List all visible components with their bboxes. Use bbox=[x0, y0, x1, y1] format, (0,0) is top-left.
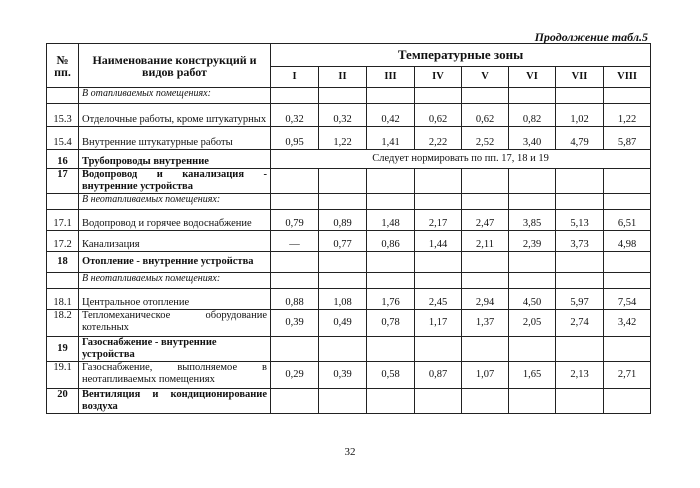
row-number: 16 bbox=[47, 150, 79, 169]
value-cell: 4,98 bbox=[604, 231, 651, 252]
row-name: Водопровод и канализация - внутренние устройства bbox=[79, 169, 271, 194]
zone-header: II bbox=[319, 67, 367, 88]
value-cell: 2,71 bbox=[604, 362, 651, 389]
zone-header: VII bbox=[556, 67, 604, 88]
row-name: Отопление - внутренние устройства bbox=[79, 252, 271, 273]
value-cell: 1,41 bbox=[367, 127, 415, 150]
table-row bbox=[47, 104, 651, 127]
value-cell: 2,47 bbox=[462, 210, 509, 231]
value-cell: 0,42 bbox=[367, 104, 415, 127]
row-name: Тепломеханическое оборудование котельных bbox=[79, 310, 271, 337]
value-cell: 0,39 bbox=[271, 310, 319, 337]
value-cell: — bbox=[271, 231, 319, 252]
value-cell: 3,42 bbox=[604, 310, 651, 337]
value-cell: 0,86 bbox=[367, 231, 415, 252]
value-cell: 4,50 bbox=[509, 289, 556, 310]
row-note: Следует нормировать по пп. 17, 18 и 19 bbox=[271, 150, 651, 169]
row-name: Отделочные работы, кроме штукатурных bbox=[79, 104, 271, 127]
header-name: Наименование конструкций и видов работ bbox=[79, 44, 271, 88]
value-cell: 0,78 bbox=[367, 310, 415, 337]
header-zones-title: Температурные зоны bbox=[271, 44, 651, 67]
value-cell: 0,62 bbox=[415, 104, 462, 127]
value-cell: 1,17 bbox=[415, 310, 462, 337]
value-cell: 4,79 bbox=[556, 127, 604, 150]
value-cell: 7,54 bbox=[604, 289, 651, 310]
value-cell: 2,11 bbox=[462, 231, 509, 252]
value-cell: 5,87 bbox=[604, 127, 651, 150]
header-row bbox=[47, 44, 651, 67]
value-cell: 0,39 bbox=[319, 362, 367, 389]
value-cell: 1,08 bbox=[319, 289, 367, 310]
zone-header: V bbox=[462, 67, 509, 88]
table-row bbox=[47, 362, 651, 389]
row-name: Центральное отопление bbox=[79, 289, 271, 310]
row-number: 18.2 bbox=[47, 310, 79, 337]
value-cell: 2,52 bbox=[462, 127, 509, 150]
value-cell: 5,97 bbox=[556, 289, 604, 310]
table-row bbox=[47, 289, 651, 310]
table-row bbox=[47, 389, 651, 414]
value-cell: 5,13 bbox=[556, 210, 604, 231]
value-cell: 0,32 bbox=[271, 104, 319, 127]
row-number: 17.2 bbox=[47, 231, 79, 252]
value-cell: 1,37 bbox=[462, 310, 509, 337]
value-cell: 0,82 bbox=[509, 104, 556, 127]
value-cell: 3,85 bbox=[509, 210, 556, 231]
row-name: Газоснабжение - внутренние устройства bbox=[79, 337, 271, 362]
value-cell: 1,44 bbox=[415, 231, 462, 252]
row-number: 17.1 bbox=[47, 210, 79, 231]
row-number: 19.1 bbox=[47, 362, 79, 389]
value-cell: 2,13 bbox=[556, 362, 604, 389]
value-cell: 6,51 bbox=[604, 210, 651, 231]
table-row bbox=[47, 210, 651, 231]
value-cell: 2,45 bbox=[415, 289, 462, 310]
row-name: Водопровод и горячее водоснабжение bbox=[79, 210, 271, 231]
value-cell: 2,05 bbox=[509, 310, 556, 337]
row-name: Трубопроводы внутренние bbox=[79, 150, 271, 169]
table-row bbox=[47, 150, 651, 169]
row-number: 15.3 bbox=[47, 104, 79, 127]
table-row bbox=[47, 337, 651, 362]
zone-header: I bbox=[271, 67, 319, 88]
table-row bbox=[47, 194, 651, 210]
value-cell: 3,40 bbox=[509, 127, 556, 150]
page-number: 32 bbox=[344, 446, 356, 458]
value-cell: 2,22 bbox=[415, 127, 462, 150]
row-number: 18 bbox=[47, 252, 79, 273]
value-cell: 2,17 bbox=[415, 210, 462, 231]
table-row bbox=[47, 231, 651, 252]
value-cell: 2,74 bbox=[556, 310, 604, 337]
value-cell: 0,62 bbox=[462, 104, 509, 127]
value-cell: 0,79 bbox=[271, 210, 319, 231]
zone-header: IV bbox=[415, 67, 462, 88]
value-cell: 0,95 bbox=[271, 127, 319, 150]
header-num: № пп. bbox=[47, 44, 79, 88]
value-cell: 0,87 bbox=[415, 362, 462, 389]
row-number: 18.1 bbox=[47, 289, 79, 310]
table-row bbox=[47, 273, 651, 289]
value-cell: 1,02 bbox=[556, 104, 604, 127]
row-number: 17 bbox=[47, 169, 79, 194]
value-cell: 0,77 bbox=[319, 231, 367, 252]
value-cell: 1,48 bbox=[367, 210, 415, 231]
value-cell: 3,73 bbox=[556, 231, 604, 252]
row-name: Вентиляция и кондиционирование воздуха bbox=[79, 389, 271, 414]
value-cell: 1,65 bbox=[509, 362, 556, 389]
table-row bbox=[47, 88, 651, 104]
table-row bbox=[47, 252, 651, 273]
row-number: 19 bbox=[47, 337, 79, 362]
zone-header: III bbox=[367, 67, 415, 88]
value-cell: 1,22 bbox=[319, 127, 367, 150]
value-cell: 0,88 bbox=[271, 289, 319, 310]
row-number: 15.4 bbox=[47, 127, 79, 150]
value-cell: 1,22 bbox=[604, 104, 651, 127]
row-name: Газоснабжение, выполняемое в неотапливаемых помещениях bbox=[79, 362, 271, 389]
row-number: 20 bbox=[47, 389, 79, 414]
zone-header: VIII bbox=[604, 67, 651, 88]
table-row bbox=[47, 127, 651, 150]
value-cell: 2,94 bbox=[462, 289, 509, 310]
section-sublabel: В отапливаемых помещениях: bbox=[79, 88, 271, 104]
norms-table bbox=[46, 43, 651, 414]
value-cell: 0,49 bbox=[319, 310, 367, 337]
table-row bbox=[47, 310, 651, 337]
row-name: Внутренние штукатурные работы bbox=[79, 127, 271, 150]
value-cell: 2,39 bbox=[509, 231, 556, 252]
value-cell: 0,32 bbox=[319, 104, 367, 127]
table-row bbox=[47, 169, 651, 194]
section-sublabel: В неотапливаемых помещениях: bbox=[79, 273, 271, 289]
section-sublabel: В неотапливаемых помещениях: bbox=[79, 194, 271, 210]
value-cell: 0,58 bbox=[367, 362, 415, 389]
value-cell: 0,89 bbox=[319, 210, 367, 231]
value-cell: 1,76 bbox=[367, 289, 415, 310]
value-cell: 1,07 bbox=[462, 362, 509, 389]
row-name: Канализация bbox=[79, 231, 271, 252]
zone-header: VI bbox=[509, 67, 556, 88]
value-cell: 0,29 bbox=[271, 362, 319, 389]
continuation-label: Продолжение табл.5 bbox=[534, 30, 648, 44]
